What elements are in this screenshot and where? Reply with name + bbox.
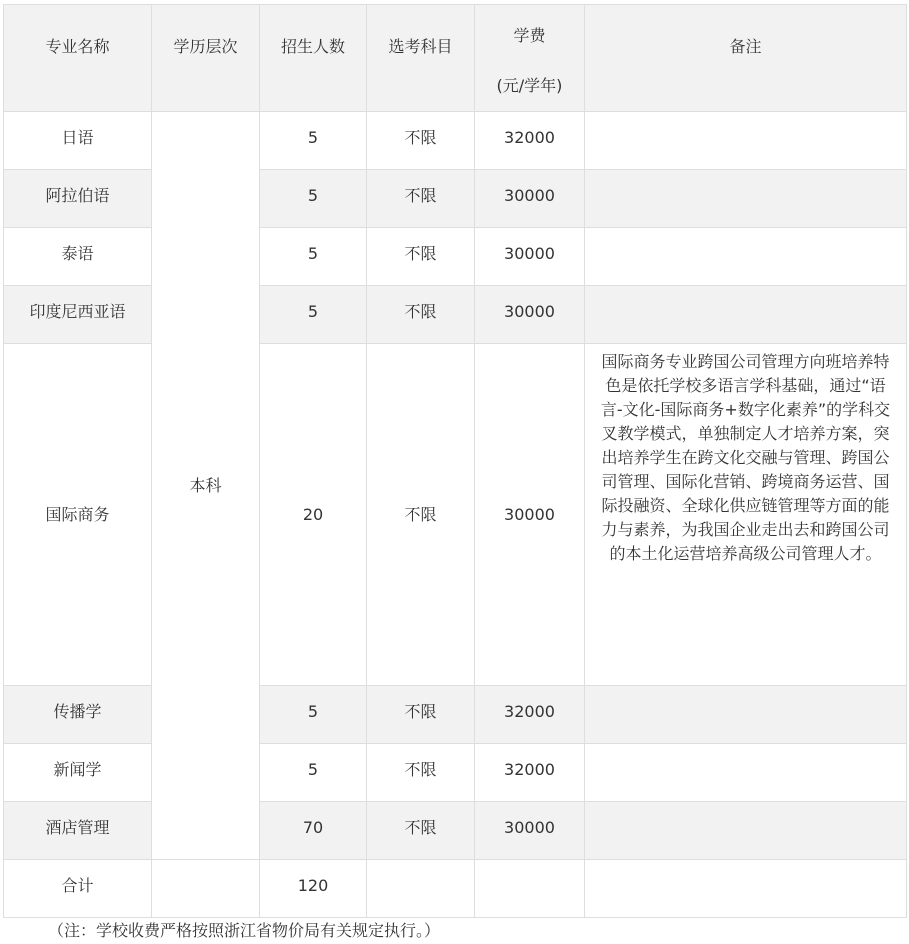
cell-enroll: 5 xyxy=(260,112,367,170)
total-note-empty xyxy=(585,860,907,918)
cell-note xyxy=(585,744,907,802)
cell-note xyxy=(585,286,907,344)
cell-fee: 30000 xyxy=(475,228,585,286)
table-row xyxy=(4,286,907,344)
cell-fee: 32000 xyxy=(475,686,585,744)
cell-subject: 不限 xyxy=(367,170,475,228)
cell-level: 本科 xyxy=(152,112,260,860)
total-subject-empty xyxy=(367,860,475,918)
cell-subject: 不限 xyxy=(367,744,475,802)
header-fee xyxy=(475,5,585,112)
header-major: 专业名称 xyxy=(4,5,152,112)
cell-enroll: 5 xyxy=(260,286,367,344)
cell-subject: 不限 xyxy=(367,112,475,170)
cell-enroll: 70 xyxy=(260,802,367,860)
cell-enroll: 5 xyxy=(260,170,367,228)
cell-fee: 30000 xyxy=(475,802,585,860)
enrollment-table xyxy=(3,4,907,918)
cell-note: 国际商务专业跨国公司管理方向班培养特色是依托学校多语言学科基础，通过“语言-文化-国际商务+数字化素养”的学科交叉教学模式，单独制定人才培养方案，突出培养学生在跨文化交融与管理、跨国公司管理、国际化营销、跨境商务运营、国际投融资、全球化供应链管理等方面的能力与素养，为我国企业走出去和跨国公司的本土化运营培养高级公司管理人才。 xyxy=(585,344,907,686)
cell-fee: 32000 xyxy=(475,112,585,170)
cell-fee: 30000 xyxy=(475,170,585,228)
table-row xyxy=(4,228,907,286)
table-header-row xyxy=(4,5,907,112)
header-level: 学历层次 xyxy=(152,5,260,112)
header-fee-line1: 学费 xyxy=(513,26,546,45)
cell-subject: 不限 xyxy=(367,686,475,744)
table-row xyxy=(4,802,907,860)
cell-major: 新闻学 xyxy=(4,744,152,802)
cell-note xyxy=(585,170,907,228)
header-enroll: 招生人数 xyxy=(260,5,367,112)
cell-note xyxy=(585,112,907,170)
cell-enroll: 20 xyxy=(260,344,367,686)
cell-major: 国际商务 xyxy=(4,344,152,686)
table-row xyxy=(4,112,907,170)
total-row xyxy=(4,860,907,918)
cell-note xyxy=(585,802,907,860)
table-row xyxy=(4,170,907,228)
cell-fee: 32000 xyxy=(475,744,585,802)
cell-major: 印度尼西亚语 xyxy=(4,286,152,344)
cell-enroll: 5 xyxy=(260,228,367,286)
header-note: 备注 xyxy=(585,5,907,112)
cell-fee: 30000 xyxy=(475,344,585,686)
total-label: 合计 xyxy=(4,860,152,918)
cell-note xyxy=(585,686,907,744)
header-fee-line2: (元/学年) xyxy=(496,76,563,95)
total-fee-empty xyxy=(475,860,585,918)
table-row xyxy=(4,744,907,802)
cell-major: 日语 xyxy=(4,112,152,170)
table-row xyxy=(4,686,907,744)
total-level-empty xyxy=(152,860,260,918)
cell-major: 酒店管理 xyxy=(4,802,152,860)
cell-note xyxy=(585,228,907,286)
cell-major: 泰语 xyxy=(4,228,152,286)
cell-fee: 30000 xyxy=(475,286,585,344)
cell-subject: 不限 xyxy=(367,344,475,686)
cell-subject: 不限 xyxy=(367,802,475,860)
header-subject: 选考科目 xyxy=(367,5,475,112)
table-row xyxy=(4,344,907,686)
footnote: （注：学校收费严格按照浙江省物价局有关规定执行。） xyxy=(48,921,441,940)
cell-major: 阿拉伯语 xyxy=(4,170,152,228)
cell-major: 传播学 xyxy=(4,686,152,744)
cell-enroll: 5 xyxy=(260,686,367,744)
cell-enroll: 5 xyxy=(260,744,367,802)
cell-subject: 不限 xyxy=(367,228,475,286)
cell-subject: 不限 xyxy=(367,286,475,344)
total-enroll: 120 xyxy=(260,860,367,918)
